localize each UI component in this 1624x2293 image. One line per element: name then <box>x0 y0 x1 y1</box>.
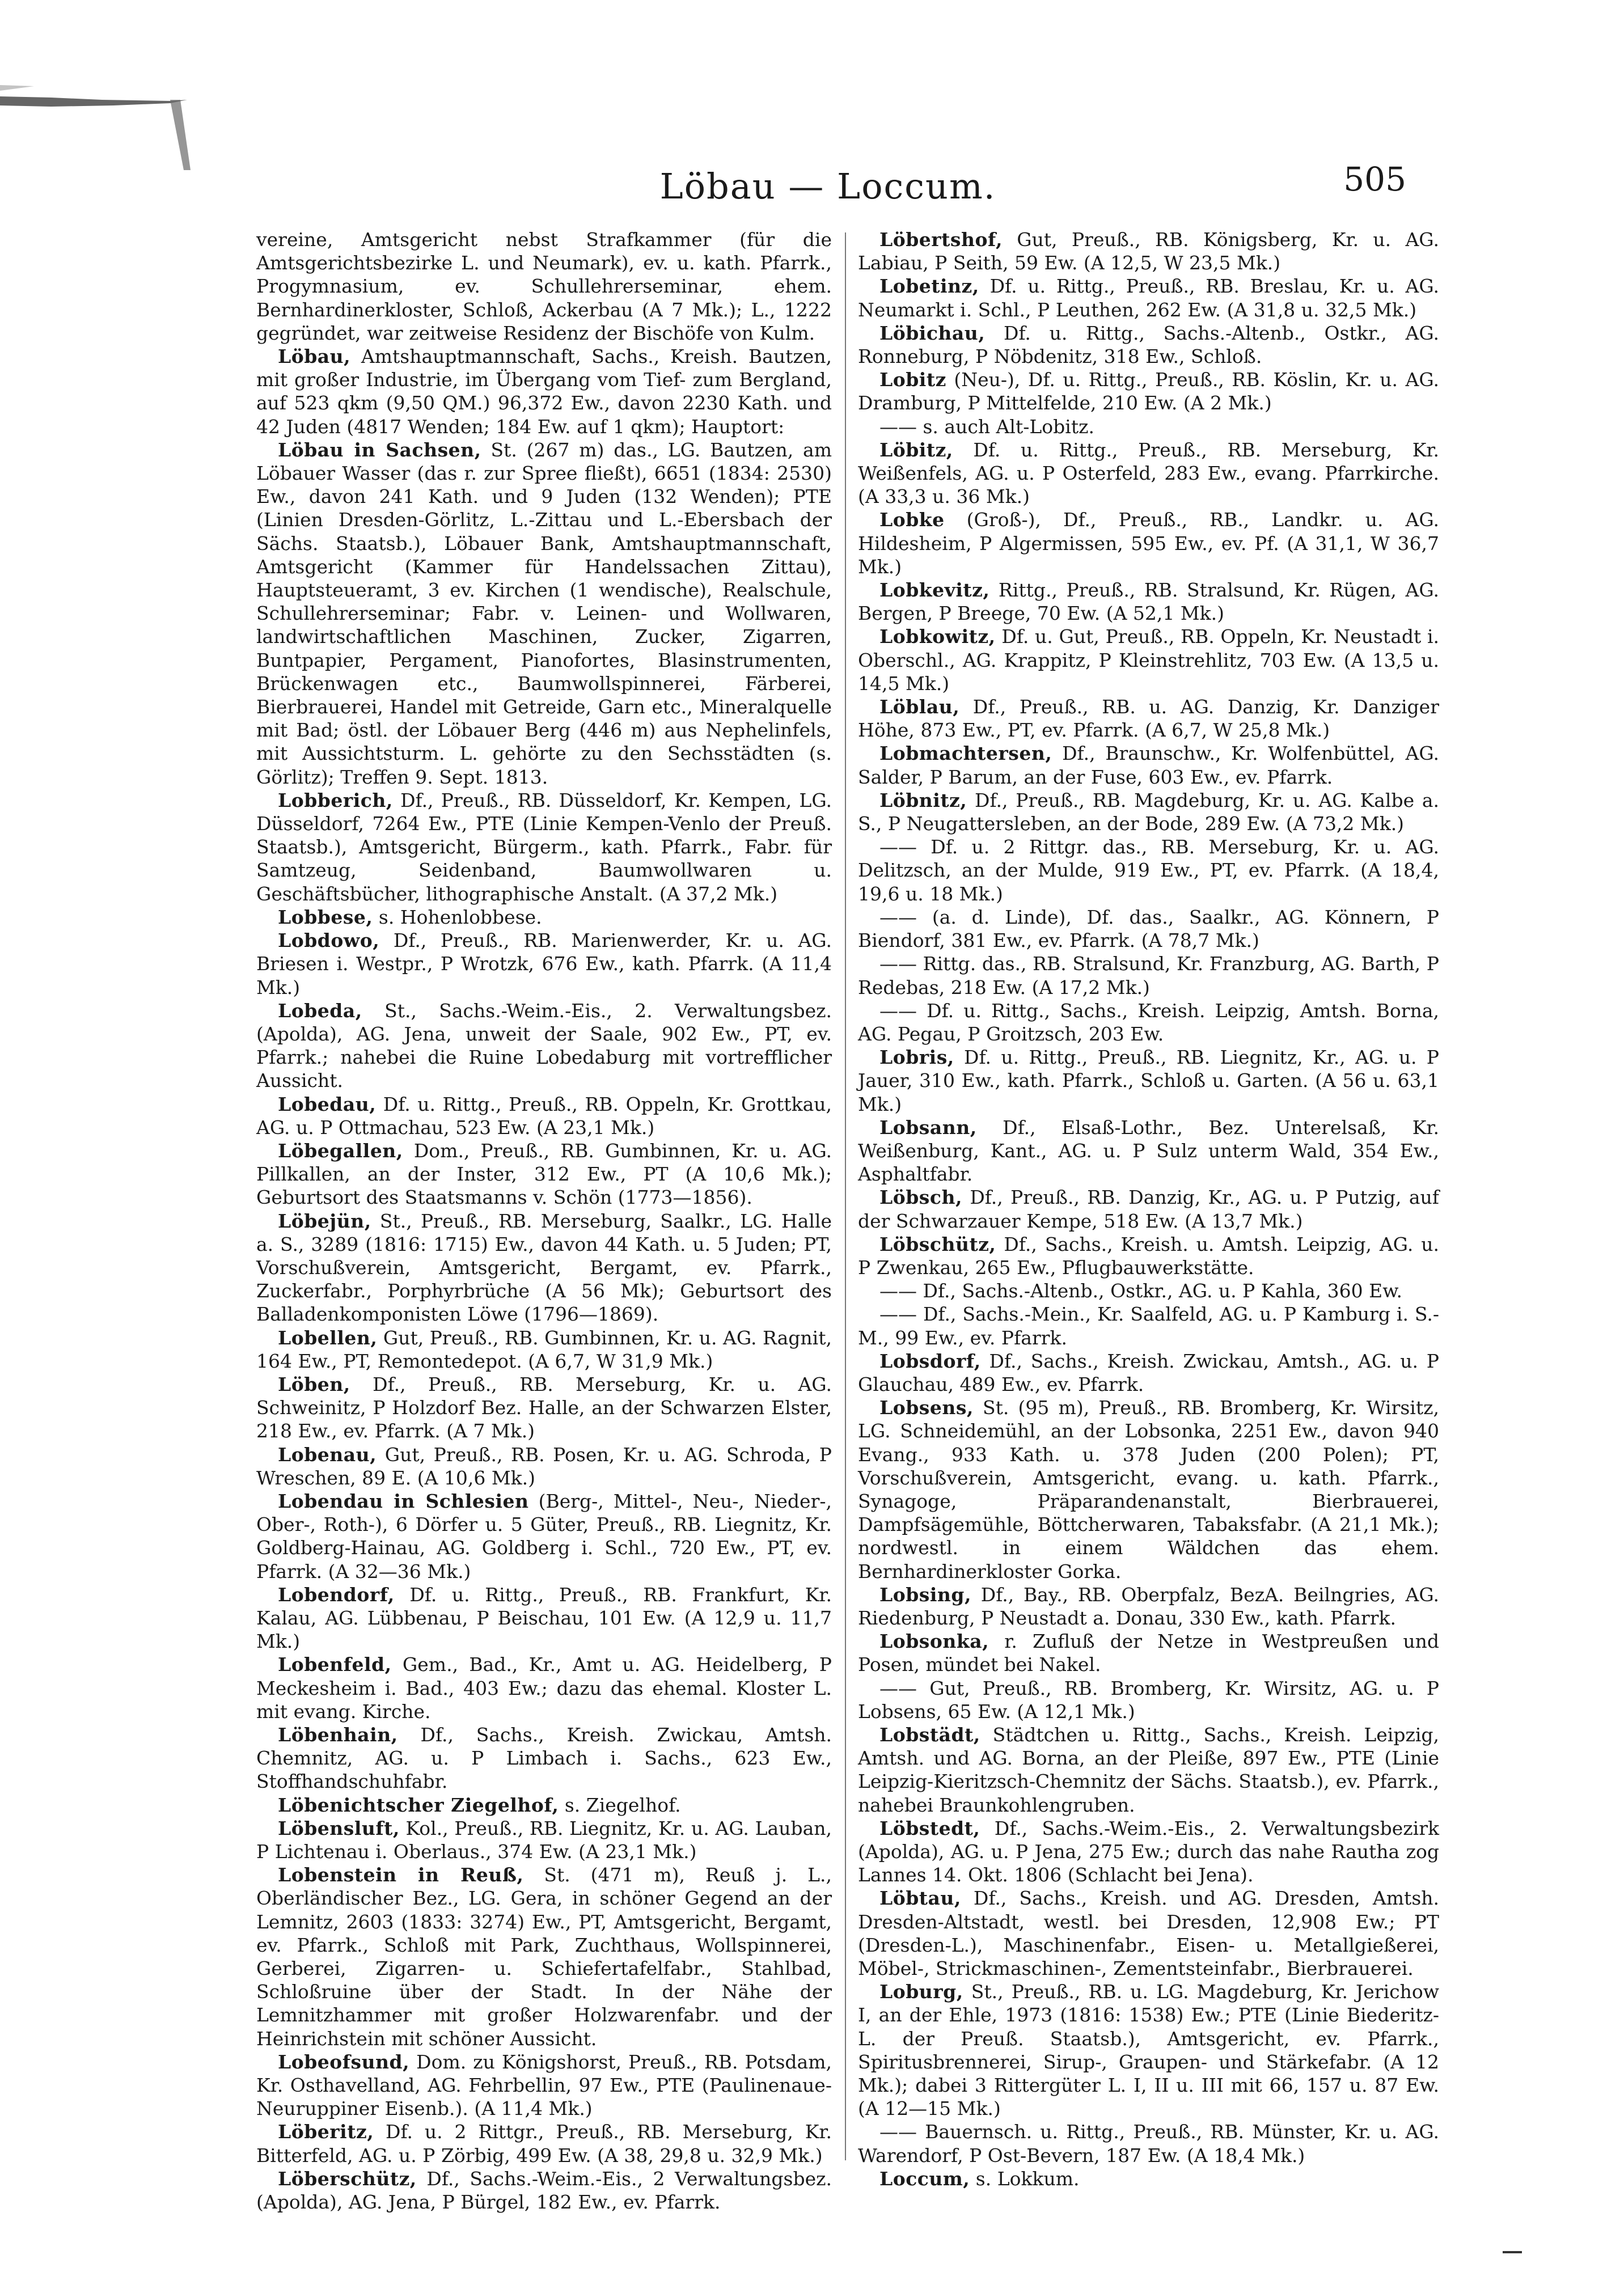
dictionary-entry <box>858 742 1439 788</box>
dictionary-entry <box>858 1116 1439 1186</box>
entry-headword: Lobstädt, <box>879 1724 980 1746</box>
dictionary-entry <box>858 1396 1439 1583</box>
entry-headword: Lobmachtersen, <box>879 742 1052 765</box>
entry-text: Df., Sachs., Kreish. Zwickau, Amtsh., AG. u. P Glauchau, 489 Ew., ev. Pfarrk. <box>858 1349 1439 1395</box>
entry-headword: Lobetinz, <box>879 275 979 298</box>
dictionary-entry <box>256 929 832 999</box>
entry-text: St. (267 m) das., LG. Bautzen, am Löbauer Wasser (das r. zur Spree fließt), 6651 (1834: 2530) Ew., davon 241 Kath. und 9 Juden (132 Wenden); PTE (Linien Dresden-Görlitz, L.-Zittau und L.-Ebersbach der Sächs. Staatsb.), Löbauer Bank, Amtshauptmannschaft, Amtsgericht (Kammer für Handelssachen Zittau), Hauptsteueramt, 3 ev. Kirchen (1 wendische), Realschule, Schullehrerseminar; Fabr. v. Leinen- und Wollwaren, landwirtschaftlichen Maschinen, Zucker, Zigarren, Buntpapier, Pergament, Pianofortes, Blasinstrumenten, Brückenwagen etc., Baumwollspinnerei, Färberei, Bierbrauerei, Handel mit Getreide, Garn etc., Mineralquelle mit Bad; östl. der Löbauer Berg (446 m) aus Nephelinfels, mit Aussichtsturm. L. gehörte zu den Sechsstädten (s. Görlitz); Treffen 9. Sept. 1813. <box>256 438 832 788</box>
entry-headword: Löbtau, <box>879 1887 961 1910</box>
entry-headword: Lobberich, <box>278 789 393 811</box>
entry-headword: Lobsann, <box>879 1116 977 1139</box>
dictionary-entry <box>858 789 1439 835</box>
entry-headword: Lobedau, <box>278 1093 377 1115</box>
entry-text: Df. u. 2 Rittgr., Preuß., RB. Merseburg, Kr. Bitterfeld, AG. u. P Zörbig, 499 Ew. (A 38, 29,8 u. 32,9 Mk.) <box>256 2121 832 2167</box>
entry-headword: Löben, <box>278 1373 350 1395</box>
entry-headword: Löbsch, <box>879 1186 962 1209</box>
dictionary-entry <box>858 2167 1439 2190</box>
dictionary-entry <box>256 1093 832 1139</box>
dictionary-entry <box>858 1302 1439 1349</box>
entry-headword: Lobeofsund, <box>278 2050 410 2073</box>
entry-headword: Löbertshof, <box>879 229 1003 251</box>
entry-text: Df., Bay., RB. Oberpfalz, BezA. Beilngries, AG. Riedenburg, P Neustadt a. Donau, 330 Ew., kath. Pfarrk. <box>858 1583 1439 1629</box>
dictionary-entry <box>858 415 1439 438</box>
dictionary-entry <box>858 1980 1439 2120</box>
dictionary-entry <box>256 1373 832 1443</box>
dictionary-entry <box>858 1583 1439 1630</box>
entry-text: Dom., Preuß., RB. Gumbinnen, Kr. u. AG. Pillkallen, an der Inster, 312 Ew., PT (A 10,6 Mk.); Geburtsort des Staatsmanns v. Schön (1773—1856). <box>256 1139 832 1209</box>
dictionary-entry <box>858 1817 1439 1887</box>
entry-text: Dom. zu Königshorst, Preuß., RB. Potsdam, Kr. Osthavelland, AG. Fehrbellin, 97 Ew., PTE (Paulinenaue-Neuruppiner Eisenb.). (A 11,4 Mk.) <box>256 2050 832 2120</box>
entry-text: s. Ziegelhof. <box>559 1793 681 1816</box>
entry-text: Gut, Preuß., RB. Gumbinnen, Kr. u. AG. Ragnit, 164 Ew., PT, Remontedepot. (A 6,7, W 31,9 Mk.) <box>256 1326 832 1372</box>
entry-text: Gut, Preuß., RB. Königsberg, Kr. u. AG. Labiau, P Seith, 59 Ew. (A 12,5, W 23,5 Mk.) <box>858 229 1439 274</box>
entry-text: Df. u. Rittg., Preuß., RB. Frankfurt, Kr. Kalau, AG. Lübbenau, P Beischau, 101 Ew. (A 12,9 u. 11,7 Mk.) <box>256 1583 832 1653</box>
entry-headword: Löbnitz, <box>879 789 967 811</box>
dictionary-entry <box>256 1863 832 2050</box>
entry-headword: Lobkevitz, <box>879 579 990 602</box>
entry-headword: Lobenstein in Reuß, <box>278 1864 524 1886</box>
dictionary-entry <box>858 578 1439 625</box>
entry-text: r. Zufluß der Netze in Westpreußen und Posen, mündet bei Nakel. <box>858 1630 1439 1676</box>
entry-headword: Loccum, <box>879 2167 970 2190</box>
entry-headword: Lobris, <box>879 1046 954 1069</box>
dictionary-entry <box>858 321 1439 368</box>
entry-text: Df., Sachs., Kreish. Zwickau, Amtsh. Chemnitz, AG. u. P Limbach i. Sachs., 623 Ew., Stoffhandschuhfabr. <box>256 1724 832 1793</box>
dictionary-entry <box>256 1443 832 1490</box>
dictionary-entry <box>858 1186 1439 1232</box>
entry-text: Df., Preuß., RB. Merseburg, Kr. u. AG. Schweinitz, P Holzdorf Bez. Halle, an der Schwarzen Elster, 218 Ew., ev. Pfarrk. (A 7 Mk.) <box>256 1373 832 1442</box>
dictionary-entry <box>858 625 1439 695</box>
entry-headword: Lobenfeld, <box>278 1653 392 1676</box>
dictionary-entry <box>256 1139 832 1209</box>
dictionary-entry <box>858 508 1439 578</box>
entry-text: St., Preuß., RB. u. LG. Magdeburg, Kr. Jerichow I, an der Ehle, 1973 (1816: 1538) Ew.; PTE (Linie Biederitz-L. der Preuß. Staatsb.), Amtsgericht, ev. Pfarrk., Spiritusbrennerei, Sirup-, Graupen- und Stärkefabr. (A 12 Mk.); dabei 3 Rittergüter L. I, II u. III mit 66, 157 u. 87 Ew. (A 12—15 Mk.) <box>858 1981 1439 2120</box>
dictionary-entry <box>858 2120 1439 2167</box>
entry-text: Df., Preuß., RB. Düsseldorf, Kr. Kempen, LG. Düsseldorf, 7264 Ew., PTE (Linie Kempen-Venlo der Preuß. Staatsb.), Amtsgericht, Bürgerm., kath. Pfarrk., Fabr. für Samtzeug, Seidenband, Baumwollwaren u. Geschäftsbücher, lithographische Anstalt. (A 37,2 Mk.) <box>256 789 832 905</box>
dictionary-entry <box>858 835 1439 906</box>
entry-text: —— s. auch Alt-Lobitz. <box>879 415 1094 438</box>
dictionary-entry <box>256 1583 832 1653</box>
dictionary-entry <box>858 1677 1439 1723</box>
entry-headword: Lobkowitz, <box>879 625 996 648</box>
dictionary-entry <box>256 2050 832 2121</box>
dictionary-entry <box>256 228 832 345</box>
entry-text: —— Df., Sachs.-Altenb., Ostkr., AG. u. P Kahla, 360 Ew. <box>879 1280 1403 1302</box>
dictionary-entry <box>858 438 1439 509</box>
dictionary-entry <box>858 906 1439 952</box>
dictionary-entry <box>256 2120 832 2167</box>
entry-headword: Lobke <box>879 509 945 531</box>
dictionary-entry <box>858 952 1439 999</box>
entry-headword: Lobitz <box>879 369 946 391</box>
dictionary-entry <box>858 1886 1439 1980</box>
entry-text: Df., Sachs., Kreish. und AG. Dresden, Amtsh. Dresden-Altstadt, westl. bei Dresden, 12,908 Ew.; PT (Dresden-L.), Maschinenfabr., Eisen- u. Metallgießerei, Möbel-, Strickmaschinen-, Zementsteinfabr., Bierbrauerei. <box>858 1887 1439 1980</box>
entry-text: —— Df., Sachs.-Mein., Kr. Saalfeld, AG. u. P Kamburg i. S.-M., 99 Ew., ev. Pfarrk. <box>858 1303 1439 1349</box>
entry-text: St. (471 m), Reuß j. L., Oberländischer Bez., LG. Gera, in schöner Gegend an der Lemnitz, 2603 (1833: 3274) Ew., PT, Amtsgericht, Bergamt, ev. Pfarrk., Schloß mit Park, Zuchthaus, Wollspinnerei, Gerberei, Zigarren- u. Schiefertafelfabr., Stahlbad, Schloßruine über der Stadt. In der Nähe der Lemnitzhammer mit großer Holzwarenfabr. und der Heinrichstein mit schöner Aussicht. <box>256 1864 832 2050</box>
entry-text: St., Preuß., RB. Merseburg, Saalkr., LG. Halle a. S., 3289 (1816: 1715) Ew., davon 44 Kath. u. 5 Juden; PT, Vorschußverein, Amtsgericht, Bergamt, ev. Pfarrk., Zuckerfabr., Porphyrbrüche (A 56 Mk); Geburtsort des Balladenkomponisten Löwe (1796—1869). <box>256 1209 832 1326</box>
entry-headword: Lobellen, <box>278 1326 378 1349</box>
dictionary-entry <box>256 1490 832 1583</box>
entry-text: Df. u. Rittg., Preuß., RB. Breslau, Kr. u. AG. Neumarkt i. Schl., P Leuthen, 262 Ew. (A 31,8 u. 32,5 Mk.) <box>858 275 1439 321</box>
entry-text: Df., Sachs., Kreish. u. Amtsh. Leipzig, AG. u. P Zwenkau, 265 Ew., Pflugbauwerkstätte. <box>858 1233 1439 1279</box>
entry-text: s. Hohenlobbese. <box>373 906 542 928</box>
dictionary-entry <box>858 695 1439 742</box>
entry-headword: Löbejün, <box>278 1209 371 1232</box>
entry-text: Df., Preuß., RB. Danzig, Kr., AG. u. P Putzig, auf der Schwarzauer Kempe, 518 Ew. (A 13,7 Mk.) <box>858 1186 1439 1232</box>
entry-text: Df. u. Rittg., Sachs.-Altenb., Ostkr., AG. Ronneburg, P Nöbdenitz, 318 Ew., Schloß. <box>858 321 1439 368</box>
dictionary-entry <box>858 999 1439 1046</box>
entry-text: s. Lokkum. <box>970 2167 1080 2190</box>
entry-headword: Loburg, <box>879 1981 963 2003</box>
entry-text: Df. u. Rittg., Preuß., RB. Merseburg, Kr. Weißenfels, AG. u. P Osterfeld, 283 Ew., evang. Pfarrkirche. (A 33,3 u. 36 Mk.) <box>858 438 1439 508</box>
dictionary-entry <box>256 999 832 1093</box>
entry-headword: Lobenau, <box>278 1443 377 1466</box>
entry-text: St. (95 m), Preuß., RB. Bromberg, Kr. Wirsitz, LG. Schneidemühl, an der Lobsonka, 2251 Ew., davon 940 Evang., 933 Kath. u. 378 Juden (200 Polen); PT, Vorschußverein, Amtsgericht, evang. u. kath. Pfarrk., Synagoge, Präparandenanstalt, Bierbrauerei, Dampfsägemühle, Böttcherwaren, Tabaksfabr. (A 21,1 Mk.); nordwestl. in einem Wäldchen das ehem. Bernhardinerkloster Gorka. <box>858 1397 1439 1583</box>
entry-headword: Lobbese, <box>278 906 373 928</box>
entry-headword: Löberitz, <box>278 2121 374 2143</box>
dictionary-entry <box>256 1723 832 1793</box>
entry-text: Df., Preuß., RB. Marienwerder, Kr. u. AG. Briesen i. Westpr., P Wrotzk, 676 Ew., kath. Pfarrk. (A 11,4 Mk.) <box>256 929 832 999</box>
entry-text: Rittg., Preuß., RB. Stralsund, Kr. Rügen, AG. Bergen, P Breege, 70 Ew. (A 52,1 Mk.) <box>858 579 1439 625</box>
page-spine-stain <box>0 0 215 170</box>
entry-text: —— Gut, Preuß., RB. Bromberg, Kr. Wirsitz, AG. u. P Lobsens, 65 Ew. (A 12,1 Mk.) <box>858 1677 1439 1723</box>
running-title: Löbau — Loccum. <box>659 166 996 207</box>
entry-text: Df. u. Gut, Preuß., RB. Oppeln, Kr. Neustadt i. Oberschl., AG. Krappitz, P Kleinstrehlitz, 703 Ew. (A 13,5 u. 14,5 Mk.) <box>858 625 1439 695</box>
entry-text: Df., Elsaß-Lothr., Bez. Unterelsaß, Kr. Weißenburg, Kant., AG. u. P Sulz unterm Wald, 354 Ew., Asphaltfabr. <box>858 1116 1439 1186</box>
entry-headword: Löbau in Sachsen, <box>278 438 481 461</box>
entry-headword: Löbschütz, <box>879 1233 996 1255</box>
page-mark <box>1503 2251 1522 2253</box>
left-column <box>256 228 832 2214</box>
dictionary-entry <box>256 438 832 789</box>
entry-headword: Löbenichtscher Ziegelhof, <box>278 1793 559 1816</box>
entry-headword: Löbichau, <box>879 321 986 344</box>
page-number: 505 <box>1343 160 1406 198</box>
entry-headword: Lobendau in Schlesien <box>278 1490 529 1512</box>
page-header <box>249 160 1406 211</box>
entry-text: Df., Sachs.-Weim.-Eis., 2. Verwaltungsbezirk (Apolda), AG. u. P Jena, 275 Ew.; durch das nahe Rautha zog Lannes 14. Okt. 1806 (Schlacht bei Jena). <box>858 1817 1439 1886</box>
dictionary-entry <box>256 1793 832 1817</box>
entry-headword: Löberschütz, <box>278 2167 417 2190</box>
entry-headword: Lobsonka, <box>879 1630 989 1653</box>
entry-text: —— Df. u. 2 Rittgr. das., RB. Merseburg, Kr. u. AG. Delitzsch, an der Mulde, 919 Ew., PT, ev. Pfarrk. (A 18,4, 19,6 u. 18 Mk.) <box>858 836 1439 905</box>
entry-text: —— Rittg. das., RB. Stralsund, Kr. Franzburg, AG. Barth, P Redebas, 218 Ew. (A 17,2 Mk.) <box>858 953 1439 999</box>
entry-text: (Neu-), Df. u. Rittg., Preuß., RB. Köslin, Kr. u. AG. Dramburg, P Mittelfelde, 210 Ew. (A 2 Mk.) <box>858 369 1439 414</box>
dictionary-entry <box>858 1349 1439 1396</box>
dictionary-entry <box>858 1279 1439 1302</box>
entry-headword: Löbitz, <box>879 438 953 461</box>
entry-headword: Lobeda, <box>278 999 362 1022</box>
dictionary-entry <box>858 1723 1439 1817</box>
entry-text: St., Sachs.-Weim.-Eis., 2. Verwaltungsbez. (Apolda), AG. Jena, unweit der Saale, 902 Ew., PT, ev. Pfarrk.; nahebei die Ruine Lobedaburg mit vortrefflicher Aussicht. <box>256 999 832 1092</box>
dictionary-entry <box>256 1326 832 1373</box>
dictionary-entry <box>858 274 1439 321</box>
entry-text: Amtshauptmannschaft, Sachs., Kreish. Bautzen, mit großer Industrie, im Übergang vom Tief- zum Bergland, auf 523 qkm (9,50 QM.) 96,372 Ew., davon 2230 Kath. und 42 Juden (4817 Wenden; 184 Ew. auf 1 qkm); Hauptort: <box>256 345 832 438</box>
entry-headword: Löbenhain, <box>278 1724 398 1746</box>
entry-headword: Lobendorf, <box>278 1583 395 1606</box>
entry-text: Df. u. Rittg., Preuß., RB. Oppeln, Kr. Grottkau, AG. u. P Ottmachau, 523 Ew. (A 23,1 Mk.) <box>256 1093 832 1139</box>
entry-headword: Lobsens, <box>879 1397 974 1419</box>
dictionary-entry <box>256 345 832 438</box>
entry-text: Df., Sachs.-Weim.-Eis., 2 Verwaltungsbez. (Apolda), AG. Jena, P Bürgel, 182 Ew., ev. Pfarrk. <box>256 2167 832 2214</box>
entry-text: Df., Braunschw., Kr. Wolfenbüttel, AG. Salder, P Barum, an der Fuse, 603 Ew., ev. Pfarrk. <box>858 742 1439 788</box>
dictionary-entry <box>256 1653 832 1723</box>
entry-text: Df., Preuß., RB. Magdeburg, Kr. u. AG. Kalbe a. S., P Neugattersleben, an der Bode, 289 Ew. (A 73,2 Mk.) <box>858 789 1439 835</box>
entry-text: —— Bauernsch. u. Rittg., Preuß., RB. Münster, Kr. u. AG. Warendorf, P Ost-Bevern, 187 Ew. (A 18,4 Mk.) <box>858 2121 1439 2167</box>
entry-text: (Berg-, Mittel-, Neu-, Nieder-, Ober-, Roth-), 6 Dörfer u. 5 Güter, Preuß., RB. Liegnitz, Kr. Goldberg-Hainau, AG. Goldberg i. Schl., 720 Ew., PT, ev. Pfarrk. (A 32—36 Mk.) <box>256 1490 832 1583</box>
entry-text: —— (a. d. Linde), Df. das., Saalkr., AG. Könnern, P Biendorf, 381 Ew., ev. Pfarrk. (A 78,7 Mk.) <box>858 906 1439 952</box>
dictionary-entry <box>858 368 1439 414</box>
entry-text: Kol., Preuß., RB. Liegnitz, Kr. u. AG. Lauban, P Lichtenau i. Oberlaus., 374 Ew. (A 23,1 Mk.) <box>256 1817 832 1863</box>
entry-headword: Lobdowo, <box>278 929 380 952</box>
entry-text: vereine, Amtsgericht nebst Strafkammer (für die Amtsgerichtsbezirke L. und Neumark), ev. u. kath. Pfarrk., Progymnasium, ev. Schullehrerseminar, ehem. Bernhardinerkloster, Schloß, Ackerbau (A 7 Mk.); L., 1222 gegründet, war zeitweise Residenz der Bischöfe von Kulm. <box>256 229 832 344</box>
entry-headword: Löblau, <box>879 696 960 718</box>
dictionary-entry <box>256 2167 832 2214</box>
right-column <box>858 228 1439 2190</box>
dictionary-entry <box>858 1046 1439 1116</box>
dictionary-entry <box>256 789 832 906</box>
dictionary-entry <box>256 906 832 929</box>
entry-text: Gut, Preuß., RB. Posen, Kr. u. AG. Schroda, P Wreschen, 89 E. (A 10,6 Mk.) <box>256 1443 832 1489</box>
entry-headword: Lobsdorf, <box>879 1349 981 1372</box>
entry-text: (Groß-), Df., Preuß., RB., Landkr. u. AG. Hildesheim, P Algermissen, 595 Ew., ev. Pf. (A 31,1, W 36,7 Mk.) <box>858 509 1439 578</box>
entry-text: Gem., Bad., Kr., Amt u. AG. Heidelberg, P Meckesheim i. Bad., 403 Ew.; dazu das ehemal. Kloster L. mit evang. Kirche. <box>256 1653 832 1723</box>
entry-headword: Löbstedt, <box>879 1817 980 1839</box>
entry-headword: Lobsing, <box>879 1583 971 1606</box>
dictionary-entry <box>256 1209 832 1326</box>
entry-text: —— Df. u. Rittg., Sachs., Kreish. Leipzig, Amtsh. Borna, AG. Pegau, P Groitzsch, 203 Ew. <box>858 999 1439 1045</box>
entry-headword: Löbensluft, <box>278 1817 400 1839</box>
entry-headword: Löbegallen, <box>278 1139 403 1162</box>
entry-headword: Löbau, <box>278 345 351 368</box>
dictionary-entry <box>858 1630 1439 1676</box>
dictionary-entry <box>256 1817 832 1863</box>
entry-text: Df. u. Rittg., Preuß., RB. Liegnitz, Kr., AG. u. P Jauer, 310 Ew., kath. Pfarrk., Schloß u. Garten. (A 56 u. 63,1 Mk.) <box>858 1046 1439 1115</box>
dictionary-entry <box>858 228 1439 274</box>
column-divider <box>845 232 846 2160</box>
entry-text: Städtchen u. Rittg., Sachs., Kreish. Leipzig, Amtsh. und AG. Borna, an der Pleiße, 897 Ew., PTE (Linie Leipzig-Kieritzsch-Chemnitz der Sächs. Staatsb.), ev. Pfarrk., nahebei Braunkohlengruben. <box>858 1724 1439 1816</box>
entry-text: Df., Preuß., RB. u. AG. Danzig, Kr. Danziger Höhe, 873 Ew., PT, ev. Pfarrk. (A 6,7, W 25,8 Mk.) <box>858 696 1439 742</box>
dictionary-entry <box>858 1233 1439 1279</box>
